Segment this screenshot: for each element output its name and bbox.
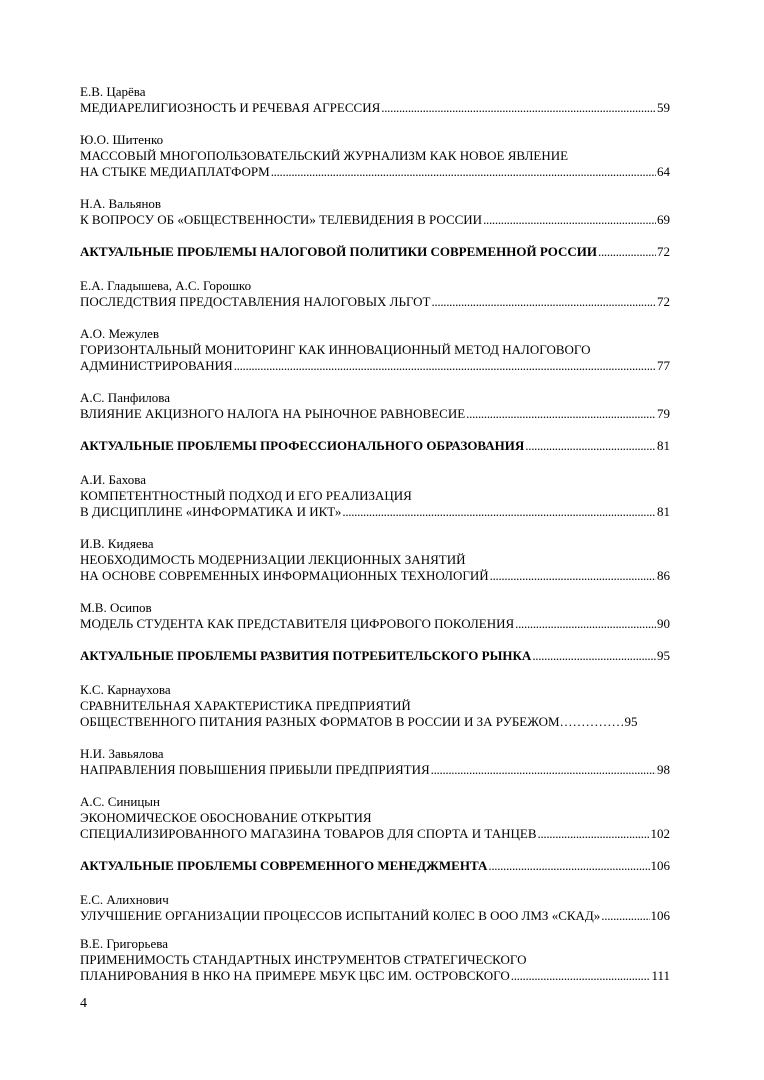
page-number: 4	[80, 996, 87, 1011]
table-of-contents	[80, 84, 670, 984]
toc-dot-leader	[490, 568, 656, 584]
toc-title-line	[80, 294, 670, 310]
toc-title-line	[80, 952, 670, 968]
toc-entry	[80, 682, 670, 730]
toc-author: А.С. Синицын	[80, 794, 160, 809]
toc-entry	[80, 278, 670, 310]
toc-author: А.И. Бахова	[80, 472, 147, 487]
toc-title-line	[80, 358, 670, 374]
toc-title-line	[80, 616, 670, 632]
toc-title-text: ГОРИЗОНТАЛЬНЫЙ МОНИТОРИНГ КАК ИННОВАЦИОННЫЙ МЕТОД НАЛОГОВОГО	[80, 342, 591, 357]
toc-page-number: 72	[657, 294, 670, 309]
toc-title-text: МЕДИАРЕЛИГИОЗНОСТЬ И РЕЧЕВАЯ АГРЕССИЯ	[80, 100, 381, 115]
toc-page-number: 72	[657, 244, 670, 259]
toc-author: Е.С. Алихнович	[80, 892, 169, 907]
toc-page-number: 64	[657, 164, 670, 179]
toc-section	[80, 438, 670, 454]
toc-page-number: 81	[657, 438, 670, 453]
toc-entry	[80, 600, 670, 632]
toc-title-line	[80, 244, 670, 260]
toc-author: А.С. Панфилова	[80, 390, 171, 405]
toc-title-text: ВЛИЯНИЕ АКЦИЗНОГО НАЛОГА НА РЫНОЧНОЕ РАВНОВЕСИЕ	[80, 406, 466, 421]
toc-title-text: НАПРАВЛЕНИЯ ПОВЫШЕНИЯ ПРИБЫЛИ ПРЕДПРИЯТИЯ	[80, 762, 430, 777]
toc-title-line	[80, 342, 670, 358]
toc-title-text: АКТУАЛЬНЫЕ ПРОБЛЕМЫ СОВРЕМЕННОГО МЕНЕДЖМЕНТА	[80, 858, 488, 873]
toc-author: Е.В. Царёва	[80, 84, 146, 99]
toc-title-text: СПЕЦИАЛИЗИРОВАННОГО МАГАЗИНА ТОВАРОВ ДЛЯ СПОРТА И ТАНЦЕВ	[80, 826, 537, 841]
toc-dot-leader	[483, 212, 656, 228]
toc-entry	[80, 892, 670, 924]
toc-dot-leader	[488, 858, 649, 874]
toc-title-line	[80, 714, 670, 730]
toc-page-number: 59	[657, 100, 670, 115]
toc-author: М.В. Осипов	[80, 600, 152, 615]
toc-dot-leader	[515, 616, 656, 632]
toc-title-line	[80, 908, 670, 924]
toc-title-line	[80, 552, 670, 568]
toc-title-text: ОБЩЕСТВЕННОГО ПИТАНИЯ РАЗНЫХ ФОРМАТОВ В РОССИИ И ЗА РУБЕЖОМ……………	[80, 714, 625, 729]
toc-title-line	[80, 858, 670, 874]
toc-author: Н.И. Завьялова	[80, 746, 164, 761]
toc-entry	[80, 390, 670, 422]
toc-title-text: НА СТЫКЕ МЕДИАПЛАТФОРМ	[80, 164, 270, 179]
toc-title-text: АКТУАЛЬНЫЕ ПРОБЛЕМЫ РАЗВИТИЯ ПОТРЕБИТЕЛЬСКОГО РЫНКА	[80, 648, 532, 663]
toc-page-number: 77	[657, 358, 670, 373]
toc-title-line	[80, 810, 670, 826]
toc-entry	[80, 536, 670, 584]
toc-title-line	[80, 504, 670, 520]
toc-dot-leader	[234, 358, 656, 374]
toc-title-line	[80, 100, 670, 116]
toc-entry	[80, 196, 670, 228]
toc-page-number: 95	[657, 648, 670, 663]
toc-section	[80, 858, 670, 874]
toc-page-number: 79	[657, 406, 670, 421]
toc-title-text: СРАВНИТЕЛЬНАЯ ХАРАКТЕРИСТИКА ПРЕДПРИЯТИЙ	[80, 698, 411, 713]
toc-title-text: НЕОБХОДИМОСТЬ МОДЕРНИЗАЦИИ ЛЕКЦИОННЫХ ЗАНЯТИЙ	[80, 552, 466, 567]
toc-dot-leader	[381, 100, 656, 116]
toc-title-line	[80, 826, 670, 842]
toc-page-number: 98	[657, 762, 670, 777]
toc-page-number: 95	[624, 714, 638, 729]
toc-title-text: УЛУЧШЕНИЕ ОРГАНИЗАЦИИ ПРОЦЕССОВ ИСПЫТАНИЙ КОЛЕС В ООО ЛМЗ «СКАД»	[80, 908, 601, 923]
toc-title-text: ЭКОНОМИЧЕСКОЕ ОБОСНОВАНИЕ ОТКРЫТИЯ	[80, 810, 372, 825]
toc-dot-leader	[271, 164, 656, 180]
toc-title-line	[80, 164, 670, 180]
toc-dot-leader	[431, 762, 656, 778]
toc-title-line	[80, 406, 670, 422]
toc-section	[80, 244, 670, 260]
toc-section	[80, 648, 670, 664]
toc-entry	[80, 472, 670, 520]
toc-page-number: 81	[657, 504, 670, 519]
toc-entry	[80, 84, 670, 116]
toc-title-text: МАССОВЫЙ МНОГОПОЛЬЗОВАТЕЛЬСКИЙ ЖУРНАЛИЗМ КАК НОВОЕ ЯВЛЕНИЕ	[80, 148, 569, 163]
toc-dot-leader	[601, 908, 649, 924]
toc-title-line	[80, 968, 670, 984]
toc-title-line	[80, 438, 670, 454]
toc-entry	[80, 746, 670, 778]
toc-dot-leader	[342, 504, 656, 520]
toc-title-text: АКТУАЛЬНЫЕ ПРОБЛЕМЫ ПРОФЕССИОНАЛЬНОГО ОБРАЗОВАНИЯ	[80, 438, 525, 453]
toc-page-number: 90	[657, 616, 670, 631]
toc-title-text: ПЛАНИРОВАНИЯ В НКО НА ПРИМЕРЕ МБУК ЦБС ИМ. ОСТРОВСКОГО	[80, 968, 510, 983]
toc-entry	[80, 132, 670, 180]
toc-author: Е.А. Гладышева, А.С. Горошко	[80, 278, 252, 293]
toc-dot-leader	[431, 294, 656, 310]
toc-page-number: 106	[650, 858, 670, 873]
toc-author: В.Е. Григорьева	[80, 936, 168, 951]
toc-title-line	[80, 698, 670, 714]
toc-page-number: 106	[650, 908, 670, 923]
toc-title-line	[80, 648, 670, 664]
toc-dot-leader	[538, 826, 650, 842]
toc-author: Н.А. Вальянов	[80, 196, 162, 211]
toc-page-number: 86	[657, 568, 670, 583]
toc-entry	[80, 936, 670, 984]
toc-entry	[80, 794, 670, 842]
toc-title-text: К ВОПРОСУ ОБ «ОБЩЕСТВЕННОСТИ» ТЕЛЕВИДЕНИЯ В РОССИИ	[80, 212, 483, 227]
toc-dot-leader	[466, 406, 656, 422]
toc-author: А.О. Межулев	[80, 326, 159, 341]
toc-page-number: 69	[657, 212, 670, 227]
toc-entry	[80, 326, 670, 374]
toc-title-line	[80, 488, 670, 504]
toc-dot-leader	[598, 244, 656, 260]
toc-author: Ю.О. Шитенко	[80, 132, 164, 147]
toc-title-text: ПРИМЕНИМОСТЬ СТАНДАРТНЫХ ИНСТРУМЕНТОВ СТРАТЕГИЧЕСКОГО	[80, 952, 527, 967]
toc-title-line	[80, 148, 670, 164]
toc-author: И.В. Кидяева	[80, 536, 154, 551]
toc-title-line	[80, 762, 670, 778]
toc-page-number: 102	[650, 826, 670, 841]
toc-title-line	[80, 568, 670, 584]
toc-title-text: НА ОСНОВЕ СОВРЕМЕННЫХ ИНФОРМАЦИОННЫХ ТЕХНОЛОГИЙ	[80, 568, 489, 583]
toc-page-number: 111	[651, 968, 670, 983]
toc-title-text: В ДИСЦИПЛИНЕ «ИНФОРМАТИКА И ИКТ»	[80, 504, 342, 519]
toc-dot-leader	[525, 438, 656, 454]
toc-title-text: ПОСЛЕДСТВИЯ ПРЕДОСТАВЛЕНИЯ НАЛОГОВЫХ ЛЬГОТ	[80, 294, 431, 309]
toc-title-text: МОДЕЛЬ СТУДЕНТА КАК ПРЕДСТАВИТЕЛЯ ЦИФРОВОГО ПОКОЛЕНИЯ	[80, 616, 515, 631]
toc-title-text: АКТУАЛЬНЫЕ ПРОБЛЕМЫ НАЛОГОВОЙ ПОЛИТИКИ СОВРЕМЕННОЙ РОССИИ	[80, 244, 598, 259]
toc-author: К.С. Карнаухова	[80, 682, 171, 697]
toc-title-text: КОМПЕТЕНТНОСТНЫЙ ПОДХОД И ЕГО РЕАЛИЗАЦИЯ	[80, 488, 412, 503]
toc-dot-leader	[511, 968, 651, 984]
toc-title-text: АДМИНИСТРИРОВАНИЯ	[80, 358, 233, 373]
toc-dot-leader	[532, 648, 656, 664]
toc-title-line	[80, 212, 670, 228]
